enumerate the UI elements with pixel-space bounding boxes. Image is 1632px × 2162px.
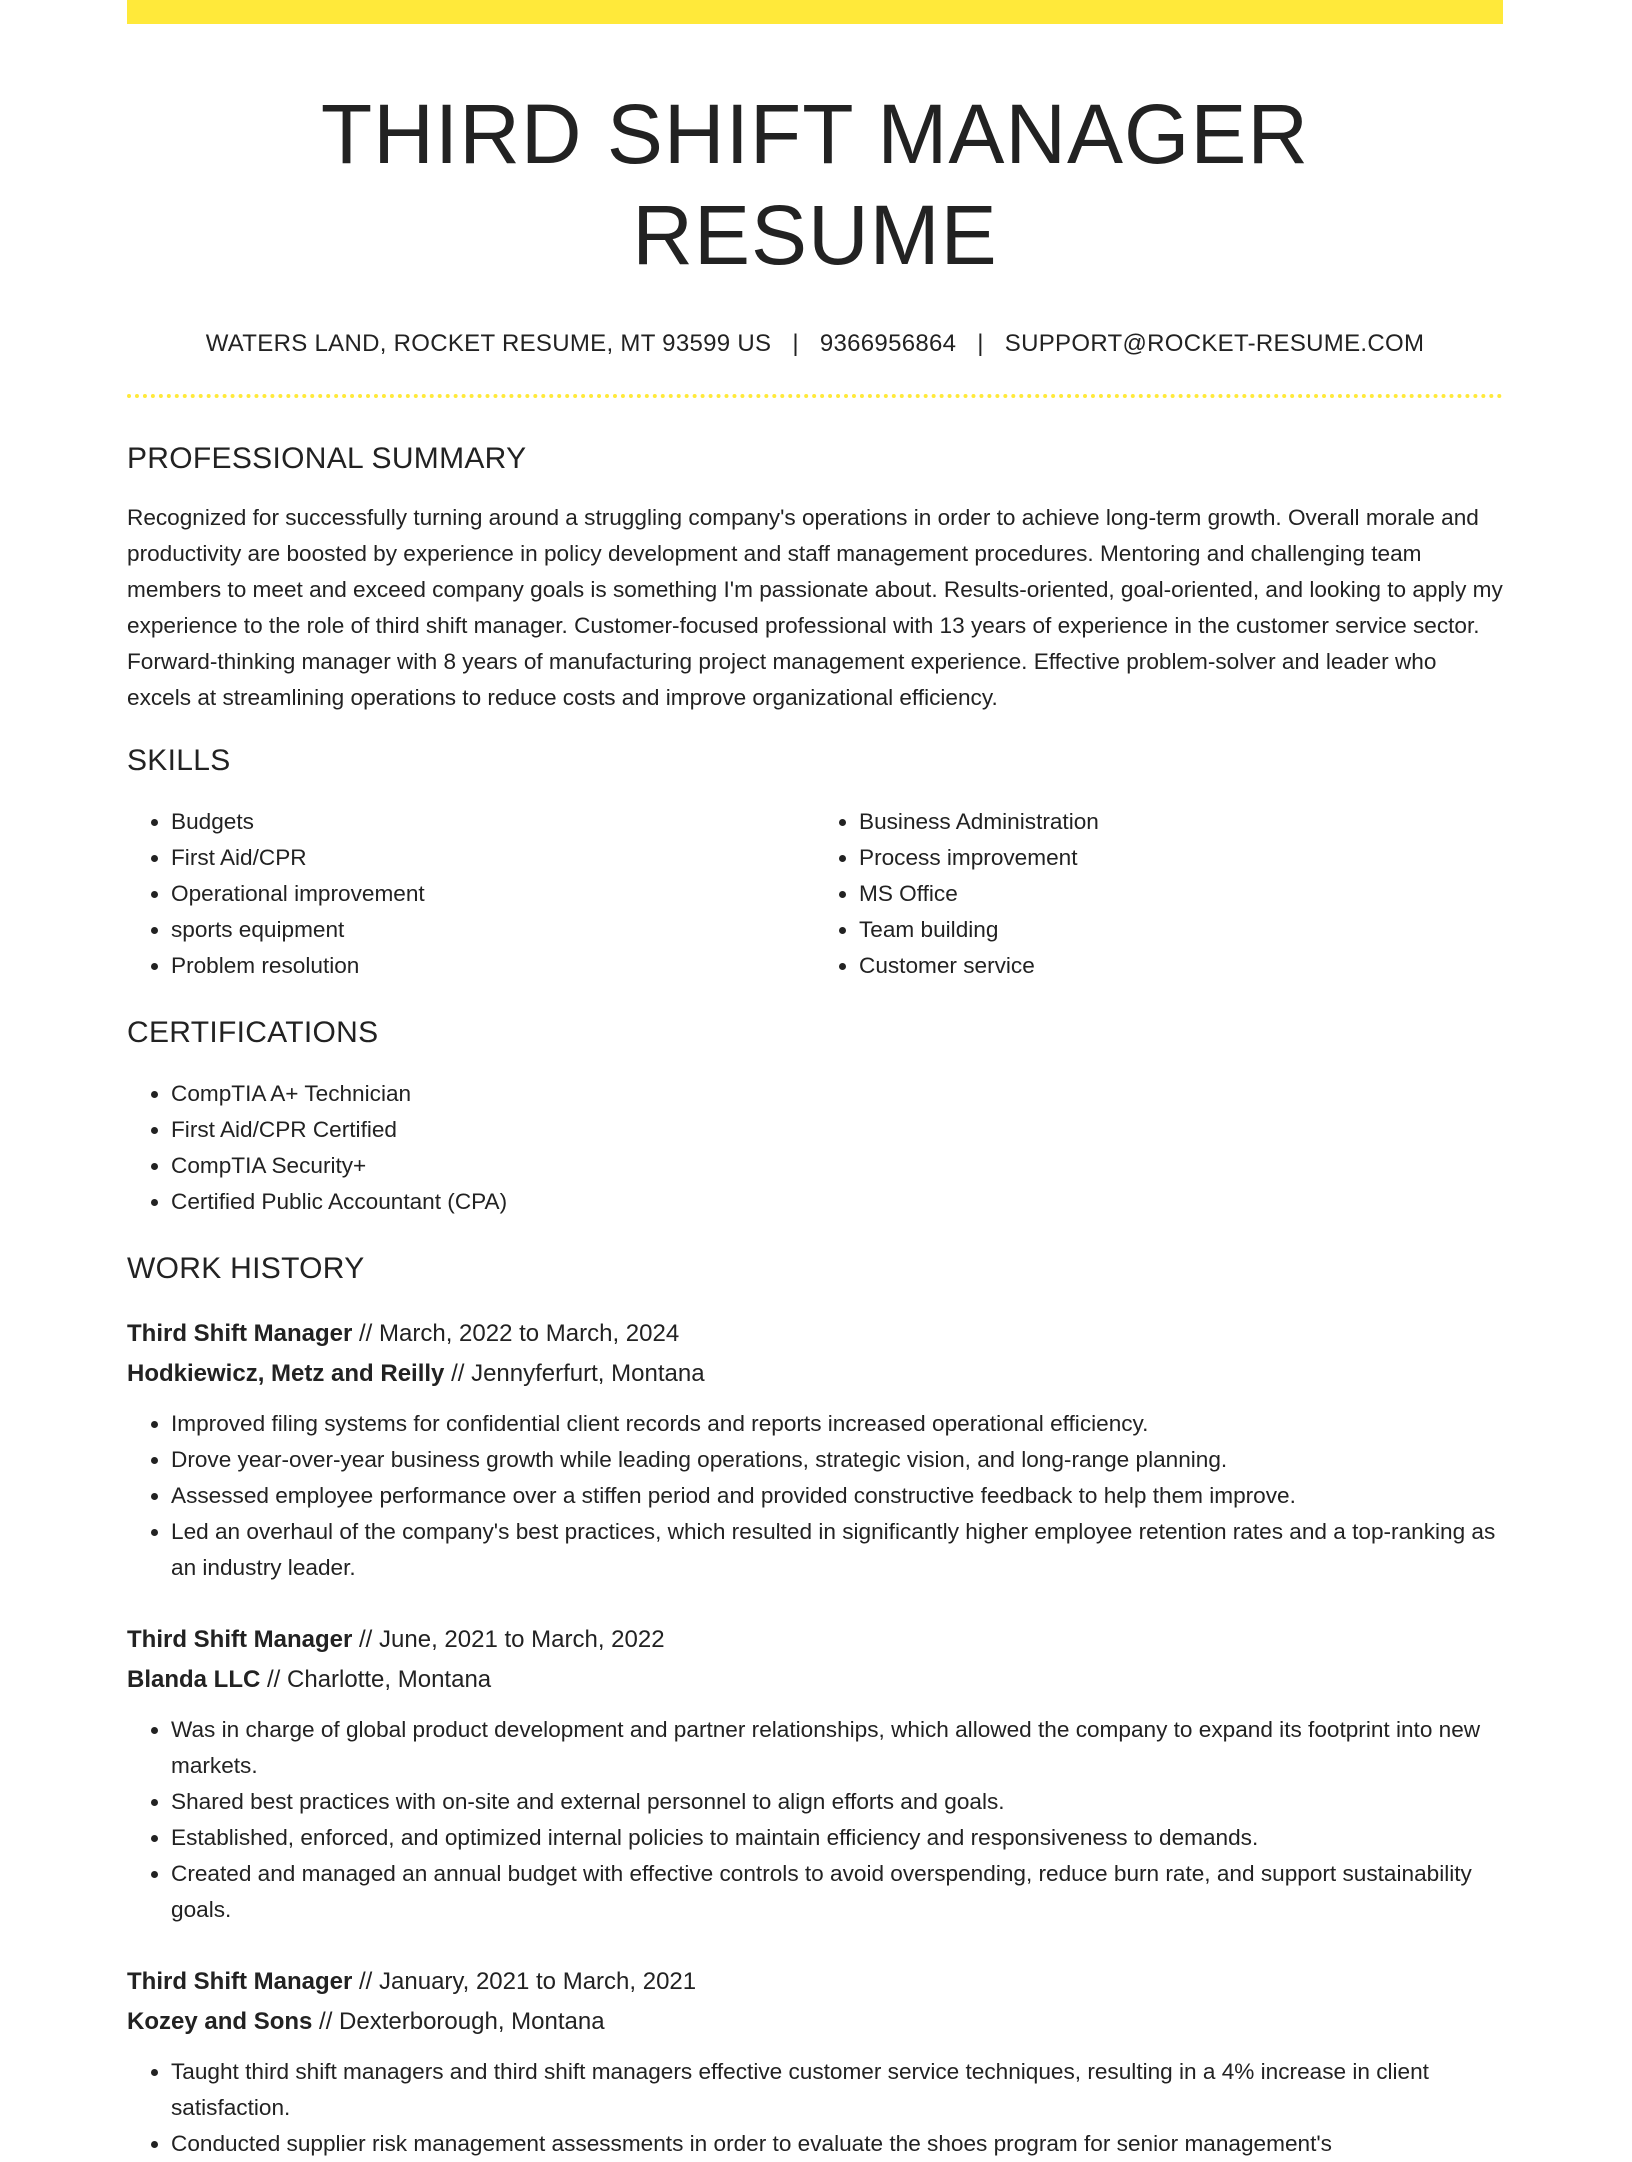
summary-section — [127, 442, 1503, 716]
job-company-line — [127, 1660, 1503, 1700]
job-bullet: • Was in charge of global product development and partner relationships, which allowed the company to expand its footprint into new markets. — [171, 1712, 1503, 1784]
skill-item: • Process improvement — [859, 840, 1503, 876]
contact-address: WATERS LAND, ROCKET RESUME, MT 93599 US — [205, 329, 772, 357]
job-entry — [127, 1962, 1503, 2162]
work-history-heading: WORK HISTORY — [127, 1251, 365, 1285]
job-location: // Dexterborough, Montana — [319, 2007, 605, 2035]
job-company: Kozey and Sons — [127, 2007, 313, 2035]
skills-grid — [127, 804, 1503, 984]
job-bullets — [127, 1712, 1503, 1928]
job-bullet: • Created and managed an annual budget with effective controls to avoid overspending, reduce burn rate, and support sustainability goals. — [171, 1856, 1503, 1928]
contact-separator: | — [792, 329, 799, 357]
job-company: Hodkiewicz, Metz and Reilly — [127, 1359, 445, 1387]
certification-item: • First Aid/CPR Certified — [171, 1112, 1503, 1148]
skill-item: • Business Administration — [859, 804, 1503, 840]
job-bullets — [127, 2054, 1503, 2162]
skill-item: • MS Office — [859, 876, 1503, 912]
skill-item: • Operational improvement — [171, 876, 815, 912]
top-accent-bar — [127, 0, 1503, 24]
certifications-heading: CERTIFICATIONS — [127, 1015, 379, 1049]
job-entry — [127, 1620, 1503, 1928]
summary-heading: PROFESSIONAL SUMMARY — [127, 441, 527, 475]
summary-text: Recognized for successfully turning around a struggling company's operations in order to achieve long-term growth. Overall morale and productivity are boosted by experience in policy development and staff management procedures. Mentoring and challenging team members to meet and exceed company goals is something I'm passionate about. Results-oriented, goal-oriented, and looking to apply my experience to the role of third shift manager. Customer-focused professional with 13 years of experience in the customer service sector. Forward-thinking manager with 8 years of manufacturing project management experience. Effective problem-solver and leader who excels at streamlining operations to reduce costs and improve organizational efficiency. — [127, 504, 1503, 710]
skills-section — [127, 744, 1503, 984]
skill-item: • First Aid/CPR — [171, 840, 815, 876]
resume-page — [127, 0, 1503, 2162]
skill-item: • Team building — [859, 912, 1503, 948]
skill-item: • Customer service — [859, 948, 1503, 984]
contact-line — [127, 330, 1503, 358]
certification-item: • CompTIA Security+ — [171, 1148, 1503, 1184]
skill-item: • Budgets — [171, 804, 815, 840]
job-location: // Charlotte, Montana — [267, 1665, 492, 1693]
job-bullet: • Conducted supplier risk management assessments in order to evaluate the shoes program for senior management's — [171, 2126, 1503, 2162]
skill-item: • sports equipment — [171, 912, 815, 948]
job-bullet: • Established, enforced, and optimized internal policies to maintain efficiency and responsiveness to demands. — [171, 1820, 1503, 1856]
work-history-section — [127, 1252, 1503, 2162]
job-dates: // January, 2021 to March, 2021 — [359, 1967, 697, 1995]
job-entry — [127, 1314, 1503, 1586]
job-title: Third Shift Manager — [127, 1625, 353, 1653]
job-title: Third Shift Manager — [127, 1319, 353, 1347]
certifications-list — [127, 1076, 1503, 1220]
job-title-line — [127, 1314, 1503, 1354]
contact-email[interactable]: SUPPORT@ROCKET-RESUME.COM — [1004, 329, 1425, 357]
skill-item: • Problem resolution — [171, 948, 815, 984]
skills-list-left — [127, 804, 815, 984]
job-title: Third Shift Manager — [127, 1967, 353, 1995]
job-company-line — [127, 2002, 1503, 2042]
job-bullets — [127, 1406, 1503, 1586]
certification-item: • CompTIA A+ Technician — [171, 1076, 1503, 1112]
job-title-line — [127, 1962, 1503, 2002]
job-bullet: • Shared best practices with on-site and external personnel to align efforts and goals. — [171, 1784, 1503, 1820]
resume-title: THIRD SHIFT MANAGER RESUME — [320, 87, 1310, 282]
certification-item: • Certified Public Accountant (CPA) — [171, 1184, 1503, 1220]
job-bullet: • Assessed employee performance over a stiffen period and provided constructive feedback to help them improve. — [171, 1478, 1503, 1514]
job-bullet: • Drove year-over-year business growth while leading operations, strategic vision, and long-range planning. — [171, 1442, 1503, 1478]
contact-phone[interactable]: 9366956864 — [819, 329, 957, 357]
job-title-line — [127, 1620, 1503, 1660]
contact-separator: | — [977, 329, 984, 357]
skills-heading: SKILLS — [127, 743, 231, 777]
job-company: Blanda LLC — [127, 1665, 261, 1693]
certifications-section — [127, 1016, 1503, 1220]
job-bullet: • Improved filing systems for confidential client records and reports increased operational efficiency. — [171, 1406, 1503, 1442]
job-dates: // March, 2022 to March, 2024 — [359, 1319, 680, 1347]
dotted-divider — [127, 394, 1503, 398]
skills-list-right — [815, 804, 1503, 984]
job-bullet: • Taught third shift managers and third shift managers effective customer service techniques, resulting in a 4% increase in client satisfaction. — [171, 2054, 1503, 2126]
job-dates: // June, 2021 to March, 2022 — [359, 1625, 665, 1653]
job-bullet: • Led an overhaul of the company's best practices, which resulted in significantly higher employee retention rates and a top-ranking as an industry leader. — [171, 1514, 1503, 1586]
job-company-line — [127, 1354, 1503, 1394]
job-location: // Jennyferfurt, Montana — [451, 1359, 705, 1387]
